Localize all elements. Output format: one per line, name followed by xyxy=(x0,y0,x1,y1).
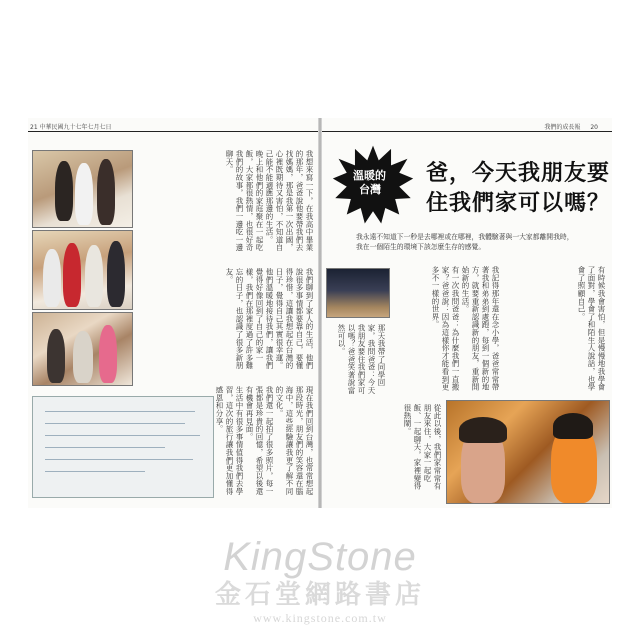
right-folio-number: 20 xyxy=(590,124,598,131)
left-header-rule xyxy=(28,131,318,132)
right-body-col-4: 從此以後，我們家常常有朋友來住，大家一起吃飯、一起聊天，家裡變得很熱鬧。 xyxy=(403,404,442,490)
watermark-url: www.kingstone.com.tw xyxy=(253,611,387,625)
group-photo-3 xyxy=(32,312,133,386)
right-folio-title: 我們的成長報 xyxy=(544,124,581,131)
badge-line-1: 溫暖的 xyxy=(353,169,386,182)
right-body-col-2: 有時候我會害怕，但是慢慢地我學會了面對，學會了和陌生人說話，也學會了照顧自己。 xyxy=(577,266,606,391)
group-photo-1 xyxy=(32,150,133,228)
left-folio: 21 中華民國九十七年七月七日 xyxy=(30,124,112,131)
left-page xyxy=(28,118,318,508)
watermark-brand-cn: 金石堂網路書店 xyxy=(214,580,425,610)
watermark-brand: KingStone xyxy=(223,535,417,579)
left-body-col-3: 現在我們回到台灣，也常常想起那段時光，朋友們的笑容還在腦海中，這些經驗讓我更了解不同的文化。 我們還一起拍了很多照片，每一張都是珍貴的回憶，希望以後還有機會再見面。 生活中有很多事情值得我們去學習，這次的旅行讓我們更加懂得感恩和分享。 xyxy=(215,386,314,496)
two-boys-photo xyxy=(446,400,610,504)
right-folio xyxy=(544,122,598,131)
headline-line-1: 爸，今天我朋友要 xyxy=(426,161,611,186)
right-header-rule xyxy=(322,131,612,132)
handwritten-letter-photo xyxy=(32,396,214,498)
left-body-col-2: 我們聊到了家人的生活，他們說很多事情都要靠自己，要懂得珍惜，這讓我想起在台灣的日子，覺得自己其實很幸運。 他們溫暖地接待我們，讓我們覺得好像回到了自己的家一樣，我們在那裡度過了許多難忘的日子，也認識了很多新朋友。 xyxy=(225,268,314,370)
right-page xyxy=(322,118,612,508)
group-photo-2 xyxy=(32,230,133,310)
right-body-col-1: 我記得那年還在念小學，爸爸常常帶著我和弟弟到處跑，每到一個新的地方，就要重新認識新的朋友，重新開始新的生活。 有一次我問爸爸：為什麼我們一直搬家？爸爸說：因為這樣你才能看到更多不一樣的世界。 xyxy=(431,266,500,391)
left-body-col-1: 我想來寫一下，在我高中畢業的那年，爸爸說他要帶我們去找媽媽，那是我第一次出國，心裡既期待又害怕，不知道自己能不能適應那邊的生活。 晚上和他們的家庭聚在一起吃飯，大家都很熱情，也很好奇我們的故事，我們一邊吃一邊聊天。 xyxy=(225,150,314,252)
badge-line-2: 台灣 xyxy=(359,183,381,196)
watermark-logo xyxy=(0,535,640,626)
night-street-photo xyxy=(326,268,390,318)
magazine-spread xyxy=(28,118,612,508)
right-body-col-3: 那天我帶了同學回家，我問爸爸：今天我朋友要住我們家可以嗎？爸爸笑著說當然可以。 xyxy=(337,324,386,395)
subheading: 我永遠不知道下一秒是去哪裡或在哪裡，我體驗著與一大家都離開我時，我在一個陌生的環境下該怎麼生存的感覺。 xyxy=(356,233,574,251)
headline-line-2: 住我們家可以嗎？ xyxy=(426,191,611,216)
